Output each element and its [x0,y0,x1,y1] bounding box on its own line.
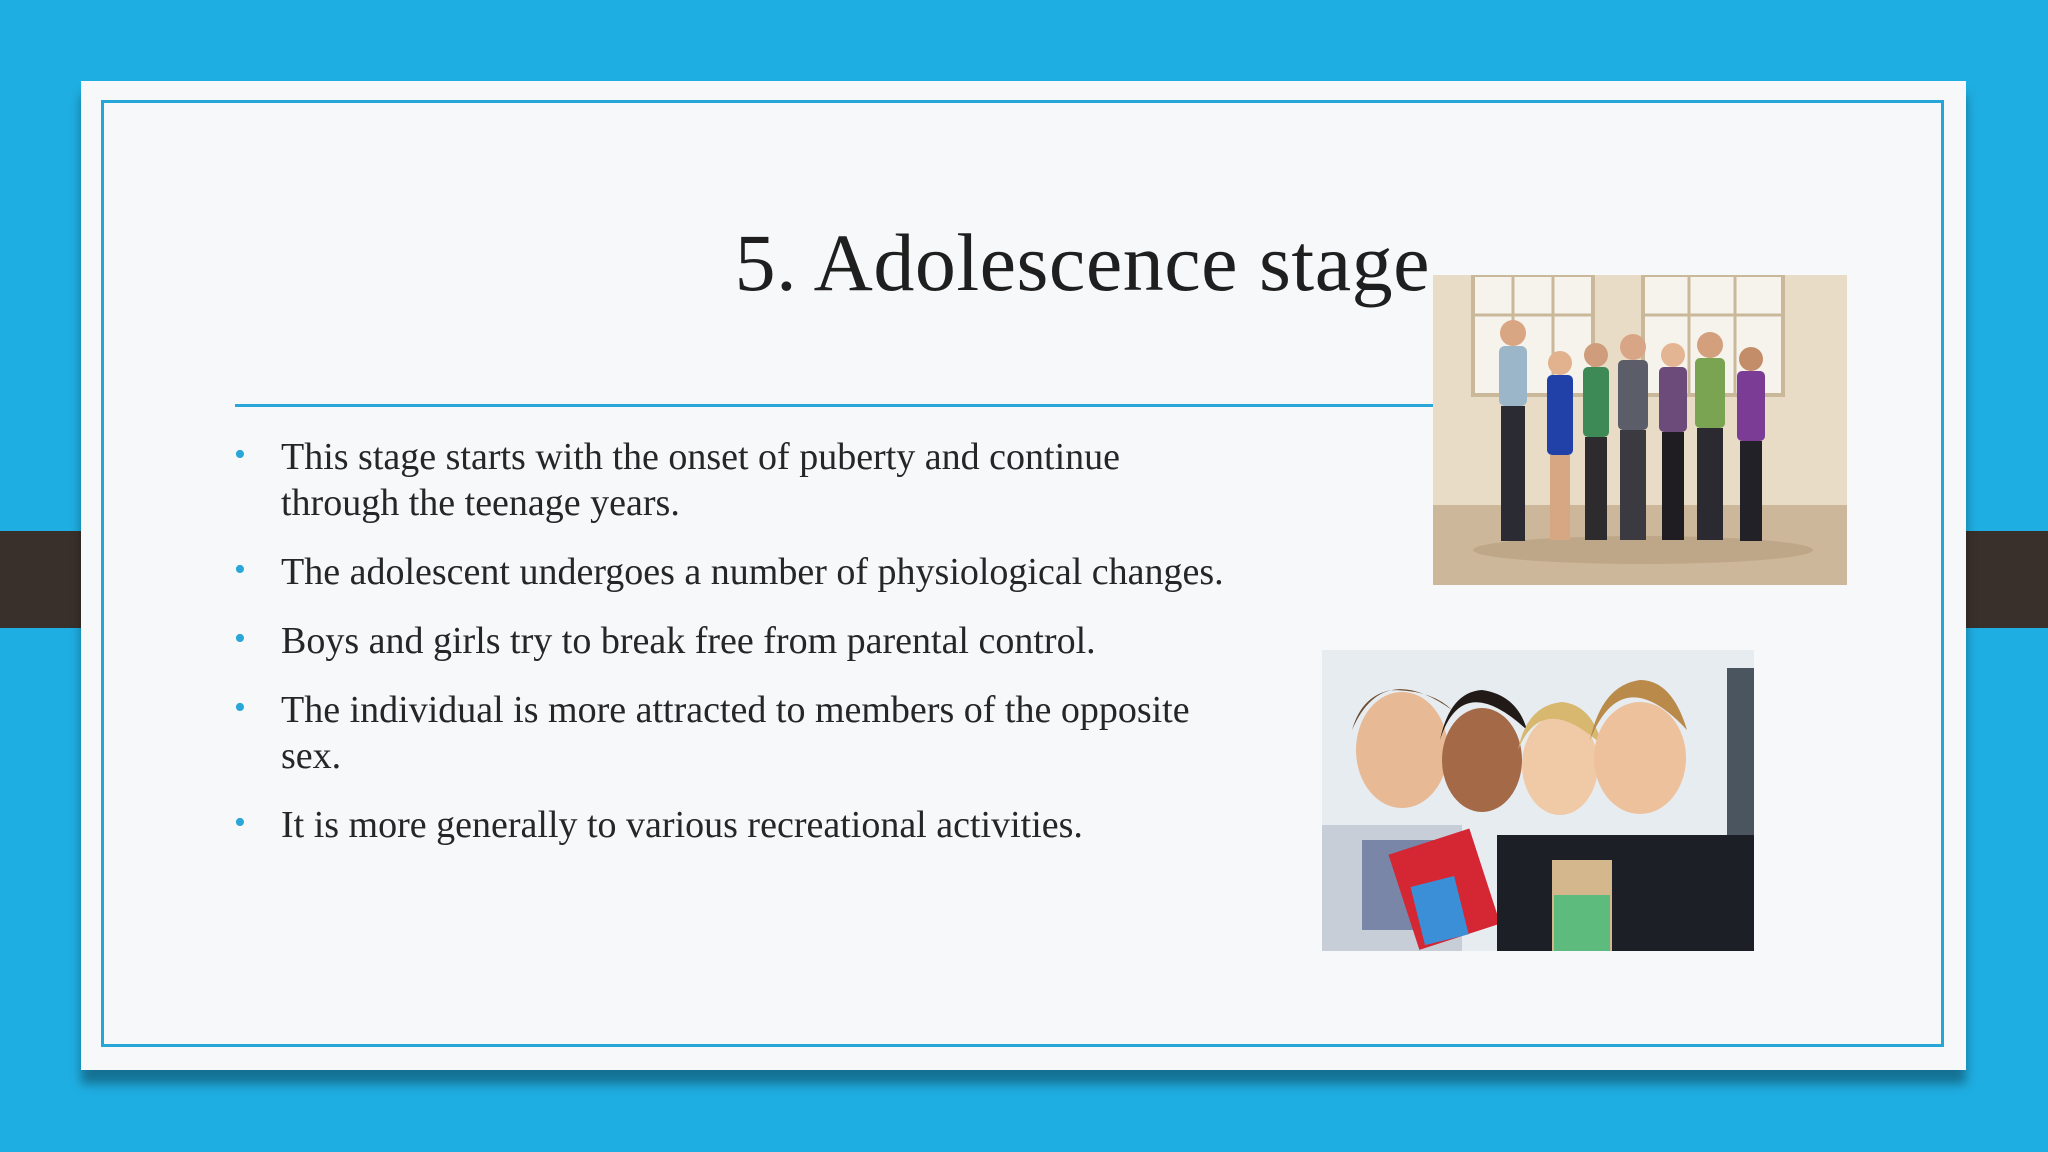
bullet-icon: • [234,804,246,841]
bullet-item [230,687,1230,779]
bullet-item [230,618,1230,664]
bullet-text: Boys and girls try to break free from parental control. [281,620,1096,662]
teens-closeup-photo [1322,650,1754,951]
bullet-icon: • [234,436,246,473]
bullet-icon: • [234,689,246,726]
bullet-list [230,434,1230,871]
bullet-text: This stage starts with the onset of puberty and continue through the teenage years. [281,436,1120,524]
bullet-text: The individual is more attracted to members of the opposite sex. [281,689,1190,777]
bullet-item [230,549,1230,595]
bullet-icon: • [234,551,246,588]
bullet-icon: • [234,620,246,657]
bullet-item [230,802,1230,848]
title-divider [235,404,1435,407]
teen-group-photo [1433,275,1847,585]
bullet-item [230,434,1230,526]
bullet-text: It is more generally to various recreational activities. [281,804,1083,846]
bullet-text: The adolescent undergoes a number of physiological changes. [281,551,1224,593]
slide-title: 5. Adolescence stage [734,217,1430,308]
